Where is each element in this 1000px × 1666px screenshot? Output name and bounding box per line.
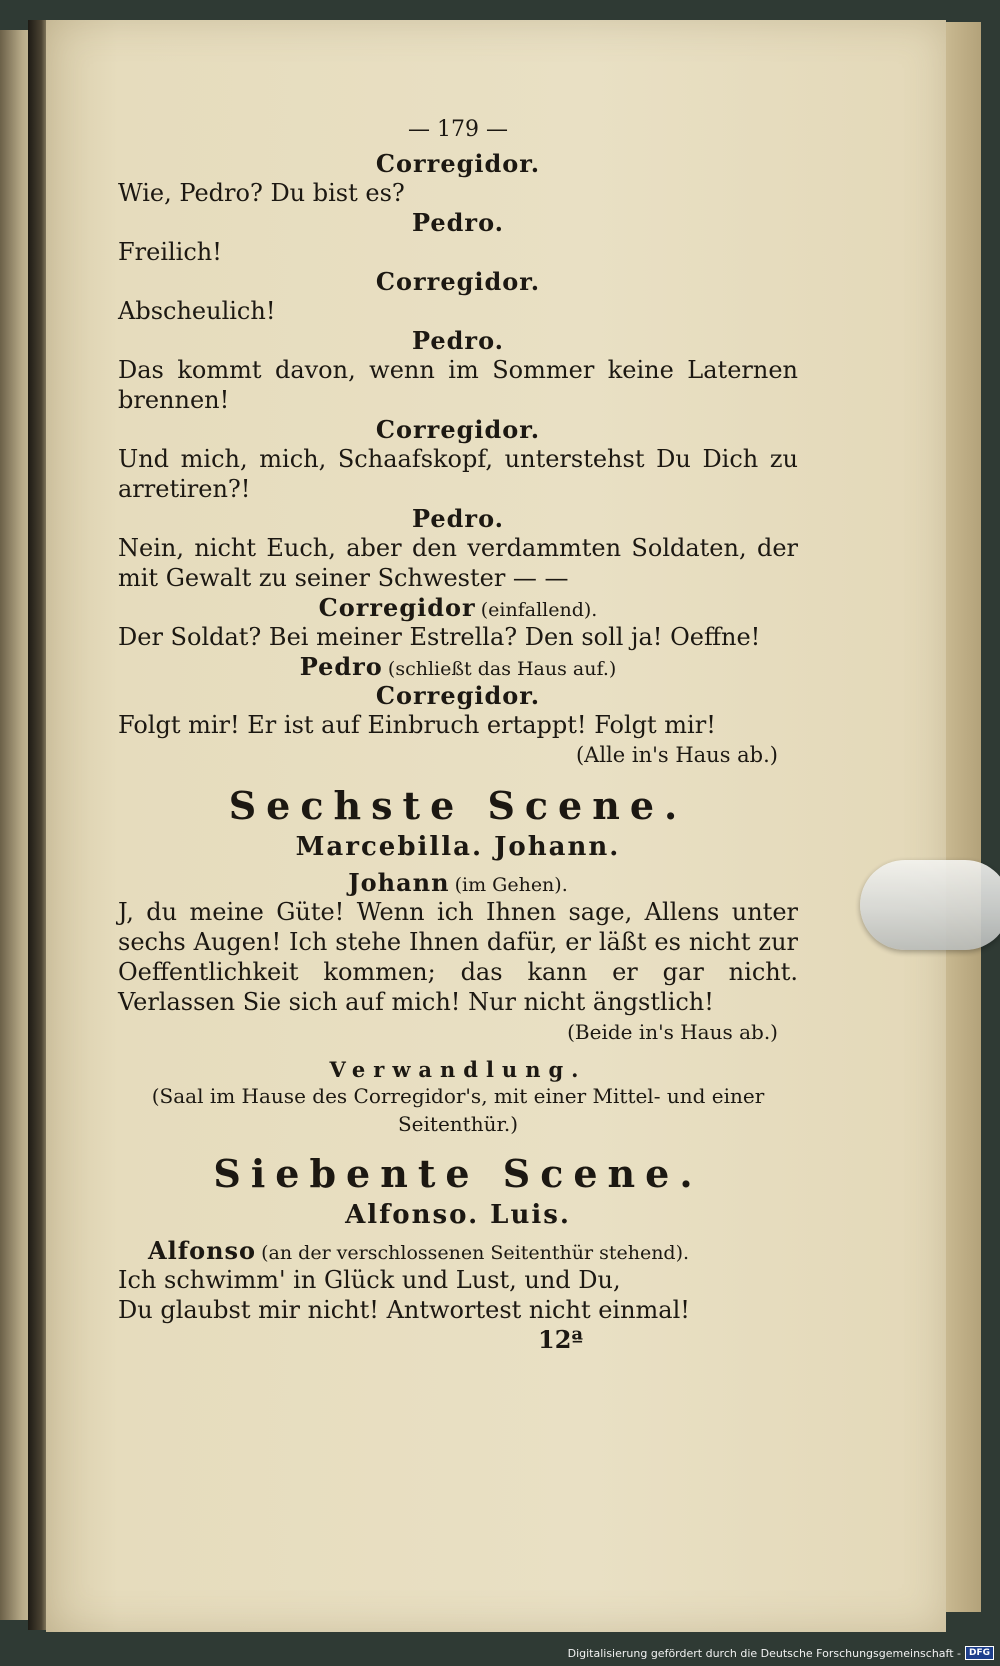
speaker-with-direction	[118, 868, 798, 897]
speaker-name: Alfonso	[148, 1236, 257, 1265]
stage-direction: (Beide in's Haus ab.)	[567, 1020, 778, 1044]
stage-direction: (an der verschlossenen Seitenthür stehend).	[261, 1242, 690, 1264]
speaker-with-direction	[118, 593, 798, 622]
verse-line: Du glaubst mir nicht! Antwortest nicht einmal!	[118, 1296, 690, 1324]
stage-direction: (Saal im Hause des Corregidor's, mit einer Mittel- und einer Seitenthür.)	[151, 1084, 765, 1136]
speaker-with-direction	[118, 1236, 798, 1265]
dialogue-line: Und mich, mich, Schaafskopf, unterstehst Du Dich zu arretiren?!	[118, 445, 798, 503]
dialogue-line: Abscheulich!	[118, 297, 276, 325]
dialogue-line: J, du meine Güte! Wenn ich Ihnen sage, Allens unter sechs Augen! Ich stehe Ihnen dafür, er läßt es nicht zur Oeffentlichkeit kommen; das kann er gar nicht. Verlassen Sie sich auf mich! Nur nicht ängstlich!	[118, 898, 798, 1016]
page-number: — 179 —	[408, 117, 508, 142]
speaker-name: Corregidor.	[375, 149, 541, 178]
speaker-name: Corregidor	[318, 593, 476, 622]
speaker-name: Corregidor.	[375, 267, 541, 296]
speaker-name: Corregidor.	[375, 681, 541, 710]
dialogue-line: Das kommt davon, wenn im Sommer keine Laternen brennen!	[118, 356, 798, 414]
dialogue-line: Wie, Pedro? Du bist es?	[118, 179, 405, 207]
scene-cast: Marcebilla. Johann.	[295, 832, 621, 862]
scene-cast: Alfonso. Luis.	[345, 1200, 571, 1230]
signature-mark: 12ª	[538, 1325, 584, 1354]
scene-heading: Siebente Scene.	[213, 1151, 703, 1196]
dialogue-line: Freilich!	[118, 238, 222, 266]
speaker-with-direction	[118, 652, 798, 681]
dfg-logo-icon: DFG	[965, 1646, 994, 1660]
stage-direction: (im Gehen).	[454, 874, 568, 896]
funding-note: Digitalisierung gefördert durch die Deutsche Forschungsgemeinschaft -	[567, 1646, 961, 1660]
stage-direction: (einfallend).	[480, 599, 598, 621]
dialogue-line: Der Soldat? Bei meiner Estrella? Den soll ja! Oeffne!	[118, 623, 761, 651]
scene-heading: Sechste Scene.	[228, 783, 688, 828]
speaker-name: Pedro.	[411, 326, 505, 355]
transformation-heading: Verwandlung.	[329, 1057, 587, 1082]
stage-direction: (schließt das Haus auf.)	[387, 658, 617, 680]
speaker-name: Pedro.	[411, 208, 505, 237]
page-text	[118, 115, 798, 1355]
speaker-name: Corregidor.	[375, 415, 541, 444]
page-holder-clip	[860, 860, 1000, 950]
stage-direction: (Alle in's Haus ab.)	[575, 743, 778, 767]
dialogue-line: Folgt mir! Er ist auf Einbruch ertappt! Folgt mir!	[118, 711, 716, 739]
dialogue-line: Nein, nicht Euch, aber den verdammten Soldaten, der mit Gewalt zu seiner Schwester — —	[118, 534, 798, 592]
speaker-name: Pedro.	[411, 504, 505, 533]
verse-line: Ich schwimm' in Glück und Lust, und Du,	[118, 1266, 621, 1294]
speaker-name: Pedro	[299, 652, 383, 681]
footer-credit	[568, 1642, 994, 1664]
speaker-name: Johann	[348, 868, 450, 897]
